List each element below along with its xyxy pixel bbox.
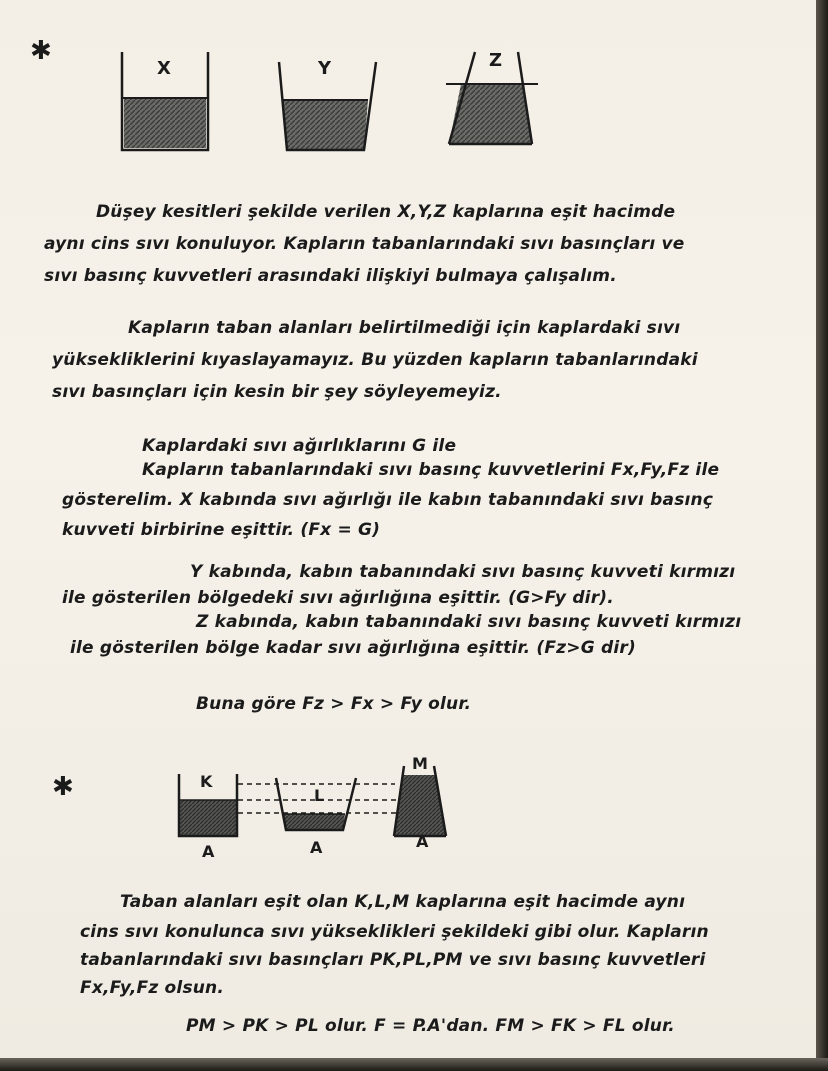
- bullet-star-1: ✱: [30, 36, 52, 66]
- liquid-y: [283, 100, 368, 150]
- conclusion-2: PM > PK > PL olur. F = P.A'dan. FM > FK > FL olur.: [186, 1016, 675, 1036]
- p4-line-3: Z kabında, kabın tabanındaki sıvı basınç kuvveti kırmızı: [196, 612, 742, 632]
- label-k: K: [200, 772, 213, 791]
- p5-line-2: cins sıvı konulunca sıvı yükseklikleri şekildeki gibi olur. Kapların: [80, 922, 709, 942]
- liquid-l: [284, 814, 345, 830]
- liquid-k: [180, 800, 236, 836]
- bullet-star-2: ✱: [52, 772, 74, 802]
- label-a-m: A: [416, 832, 429, 851]
- p5-line-3: tabanlarındaki sıvı basınçları PK,PL,PM ve sıvı basınç kuvvetleri: [80, 950, 706, 970]
- label-y: Y: [318, 58, 332, 79]
- p4-line-4: ile gösterilen bölge kadar sıvı ağırlığına eşittir. (Fz>G dir): [70, 638, 636, 658]
- p5-line-1: Taban alanları eşit olan K,L,M kaplarına eşit hacimde aynı: [120, 892, 686, 912]
- p1-line-2: aynı cins sıvı konuluyor. Kapların tabanlarındaki sıvı basınçları ve: [44, 234, 685, 254]
- container-m: [394, 766, 446, 836]
- label-m: M: [412, 754, 428, 773]
- p3-line-1: Kaplardaki sıvı ağırlıklarını G ile: [142, 436, 457, 456]
- label-z: Z: [489, 50, 503, 71]
- label-x: X: [157, 58, 171, 79]
- p4-line-2: ile gösterilen bölgedeki sıvı ağırlığına eşittir. (G>Fy dir).: [62, 588, 614, 608]
- p3-line-2: Kapların tabanlarındaki sıvı basınç kuvvetlerini Fx,Fy,Fz ile: [142, 460, 720, 480]
- conclusion-1: Buna göre Fz > Fx > Fy olur.: [196, 694, 472, 714]
- p4-line-1: Y kabında, kabın tabanındaki sıvı basınç kuvveti kırmızı: [190, 562, 736, 582]
- p3-line-3: gösterelim. X kabında sıvı ağırlığı ile kabın tabanındaki sıvı basınç: [62, 490, 714, 510]
- p3-line-4: kuvveti birbirine eşittir. (Fx = G): [62, 520, 381, 540]
- p2-line-1: Kapların taban alanları belirtilmediği için kaplardaki sıvı: [128, 318, 681, 338]
- p2-line-2: yüksekliklerini kıyaslayamayız. Bu yüzden kapların tabanlarındaki: [52, 350, 698, 370]
- label-a-l: A: [310, 838, 323, 857]
- liquid-z: [449, 84, 532, 144]
- p5-line-4: Fx,Fy,Fz olsun.: [80, 978, 225, 998]
- label-a-k: A: [202, 842, 215, 861]
- liquid-x: [124, 98, 206, 148]
- p1-line-1: Düşey kesitleri şekilde verilen X,Y,Z kaplarına eşit hacimde: [96, 202, 676, 222]
- p1-line-3: sıvı basınç kuvvetleri arasındaki ilişkiyi bulmaya çalışalım.: [44, 266, 617, 286]
- p2-line-3: sıvı basınçları için kesin bir şey söyleyemeyiz.: [52, 382, 502, 402]
- label-l: L: [314, 786, 325, 805]
